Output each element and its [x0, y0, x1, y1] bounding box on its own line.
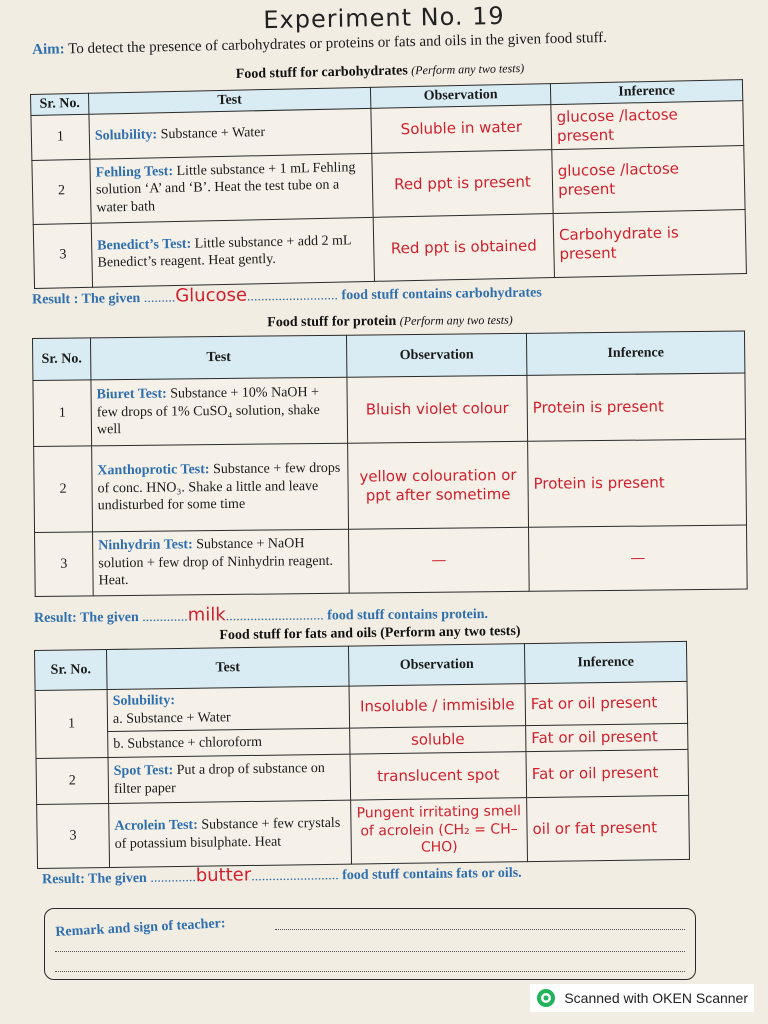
col-inference: Inference: [524, 641, 687, 683]
sr-no: 1: [31, 114, 90, 160]
observation-cell: —: [349, 527, 530, 593]
observation-cell: Red ppt is obtained: [373, 213, 554, 281]
experiment-heading: Experiment No. 19: [263, 1, 505, 35]
carbohydrates-result-value: Glucose: [175, 284, 248, 307]
col-observation: Observation: [370, 84, 550, 109]
fats-result-value: butter: [195, 864, 252, 887]
fats-table: [34, 641, 690, 869]
scanner-watermark: [530, 984, 754, 1012]
sr-no: 1: [33, 380, 92, 447]
protein-result: Result: The given .............milk............................ food stuff contains protein.: [33, 604, 489, 626]
inference-cell: glucose /lactose present: [552, 145, 745, 213]
test-cell: b. Substance + chloroform: [108, 728, 350, 757]
table-row: [37, 795, 690, 868]
remark-label: Remark and sign of teacher:: [55, 916, 226, 940]
col-observation: Observation: [346, 333, 526, 377]
sr-no: 3: [33, 223, 92, 288]
remark-box: [44, 908, 696, 980]
sr-no: 2: [34, 446, 93, 533]
test-cell: Biuret Test: Substance + 10% NaOH + few drops of 1% CuSO₄ solution, shake well: [91, 377, 348, 446]
col-observation: Observation: [348, 644, 525, 686]
col-test: Test: [106, 646, 349, 689]
table-row: [35, 525, 748, 596]
fats-result: Result: The given .............butter......................... food stuff contains fats or oils.: [41, 864, 522, 888]
inference-cell: Protein is present: [527, 373, 746, 441]
col-inference: Inference: [526, 331, 744, 375]
test-cell: Xanthoprotic Test: Substance + few drops of conc. HNO₃. Shake a little and leave undisturbed for some time: [92, 443, 349, 532]
sr-no: 2: [36, 757, 109, 804]
observation-cell: translucent spot: [350, 752, 527, 800]
sr-no: 3: [37, 803, 110, 868]
inference-cell: Protein is present: [528, 439, 747, 527]
col-inference: Inference: [550, 80, 742, 105]
carbohydrates-title: Food stuff for carbohydrates (Perform any two tests): [235, 60, 525, 83]
inference-cell: glucose /lactose present: [551, 101, 744, 150]
inference-cell: Fat or oil present: [525, 681, 688, 725]
sr-no: 3: [35, 532, 94, 597]
observation-cell: Insoluble / immisible: [349, 684, 526, 728]
test-cell: Ninhydrin Test: Substance + NaOH solution + few drop of Ninhydrin reagent. Heat.: [93, 529, 350, 596]
observation-cell: Bluish violet colour: [347, 375, 528, 443]
test-cell: Spot Test: Put a drop of substance on filter paper: [108, 754, 351, 803]
sr-no: 1: [35, 689, 108, 758]
aim-label: Aim:: [32, 41, 65, 58]
sr-no: 2: [32, 159, 91, 224]
inference-cell: —: [529, 525, 748, 591]
observation-cell: Soluble in water: [371, 105, 552, 153]
table-header-row: [33, 331, 745, 380]
observation-cell: Red ppt is present: [372, 149, 553, 217]
test-cell: Fehling Test: Little substance + 1 mL Fehling solution ‘A’ and ‘B’. Heat the test tube on a water bath: [90, 153, 373, 223]
test-cell: Solubility: Substance + Water: [89, 108, 372, 158]
observation-cell: Pungent irritating smell of acrolein (CH₂ = CH–CHO): [351, 798, 528, 864]
test-cell: Acrolein Test: Substance + few crystals of potassium bisulphate. Heat: [109, 800, 352, 867]
col-sr-no: Sr. No.: [33, 338, 91, 381]
col-sr-no: Sr. No.: [35, 649, 108, 690]
remark-line: [55, 951, 685, 952]
scanner-text: Scanned with OKEN Scanner: [564, 990, 748, 1006]
observation-cell: soluble: [350, 726, 526, 754]
carbohydrates-table: [30, 79, 747, 288]
inference-cell: oil or fat present: [527, 795, 690, 861]
col-test: Test: [88, 87, 370, 114]
table-row: [33, 373, 746, 446]
aim-text: To detect the presence of carbohydrates or proteins or fats and oils in the given food stuff.: [67, 29, 608, 58]
col-test: Test: [91, 335, 347, 380]
carbohydrates-result: Result : The given .........Glucose.......................... food stuff contains carbohydrates: [31, 284, 542, 308]
table-row: [34, 439, 747, 532]
inference-cell: Fat or oil present: [526, 723, 688, 751]
observation-cell: yellow colouration or ppt after sometime: [348, 441, 529, 529]
table-row: [33, 209, 746, 288]
protein-result-value: milk: [187, 604, 226, 626]
remark-line: [55, 971, 685, 972]
oken-scanner-logo-icon: [536, 988, 556, 1008]
test-cell: Solubility: a. Substance + Water: [107, 686, 350, 731]
inference-cell: Carbohydrate is present: [553, 209, 746, 277]
protein-table: [32, 331, 748, 597]
inference-cell: Fat or oil present: [526, 749, 689, 797]
remark-line: [275, 929, 685, 930]
test-cell: Benedict’s Test: Little substance + add 2 mL Benedict’s reagent. Heat gently.: [91, 217, 374, 287]
fats-title: Food stuff for fats and oils (Perform any two tests): [219, 623, 521, 644]
protein-title: Food stuff for protein (Perform any two tests): [267, 312, 513, 331]
col-sr-no: Sr. No.: [31, 93, 89, 115]
